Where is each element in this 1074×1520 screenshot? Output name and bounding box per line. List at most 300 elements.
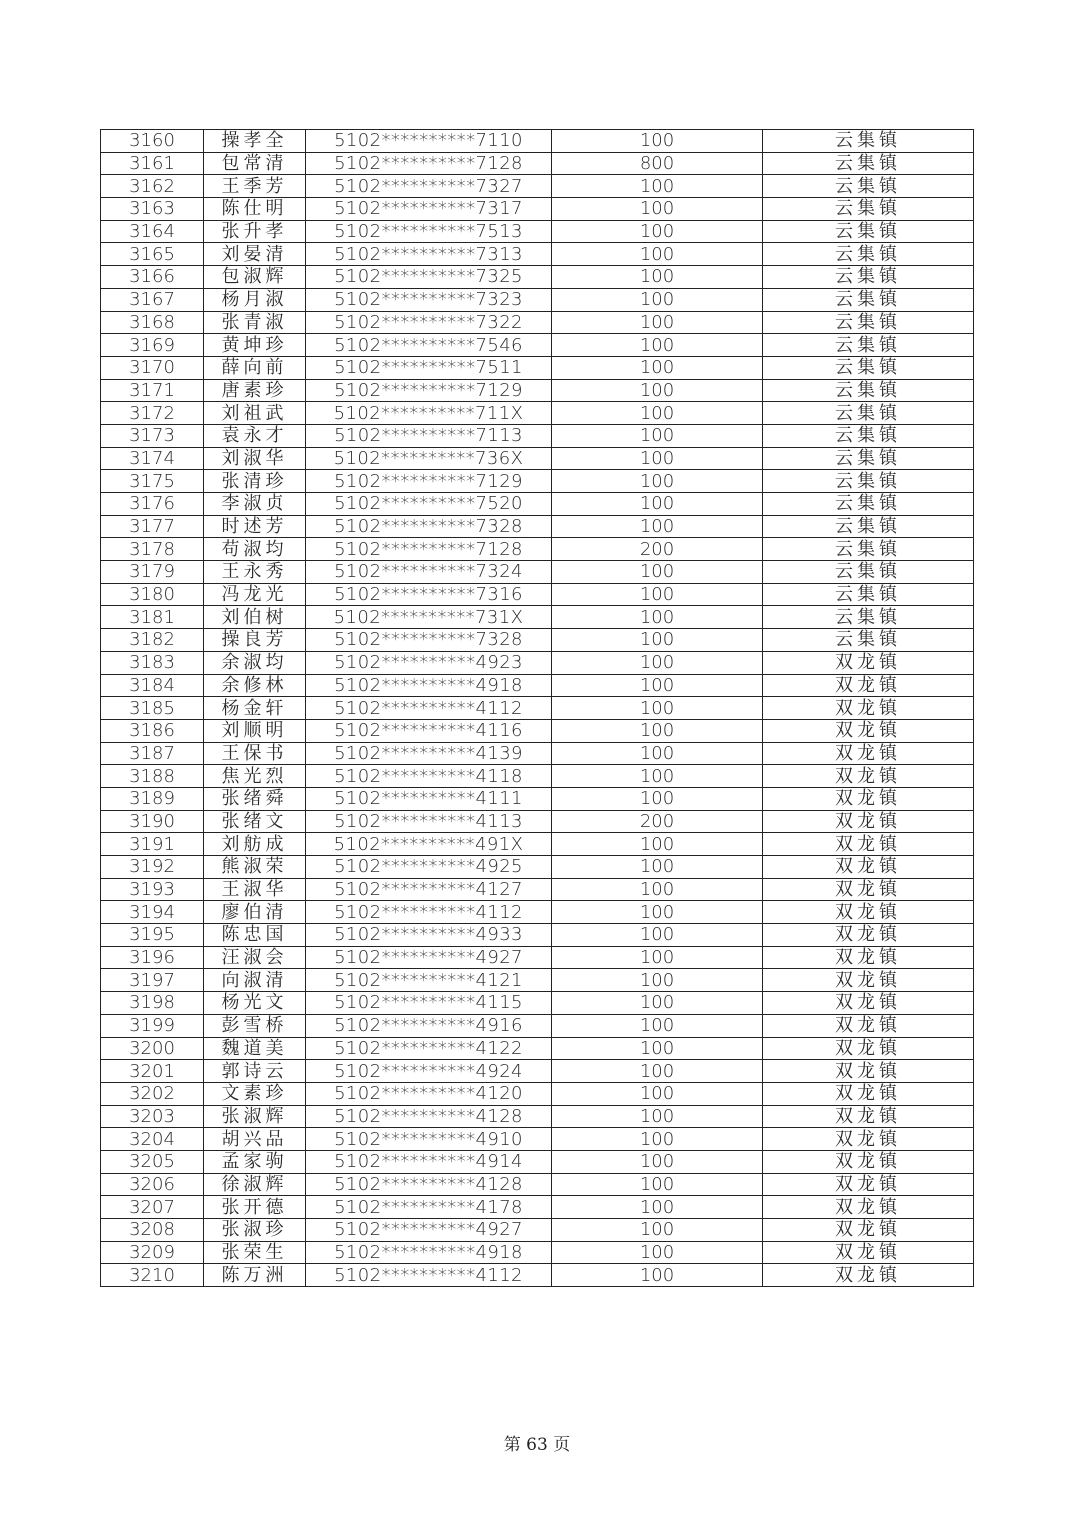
cell-amount: 200 (552, 810, 763, 833)
cell-name: 陈仕明 (204, 198, 306, 221)
table-row (101, 1037, 974, 1060)
cell-id-number: 5102**********4933 (306, 924, 552, 947)
cell-amount: 800 (552, 152, 763, 175)
cell-town: 双龙镇 (763, 719, 974, 742)
table-row (101, 243, 974, 266)
cell-name: 黄坤珍 (204, 334, 306, 357)
cell-town: 双龙镇 (763, 697, 974, 720)
table-row (101, 765, 974, 788)
table-row (101, 833, 974, 856)
cell-town: 云集镇 (763, 198, 974, 221)
cell-id-number: 5102**********7511 (306, 356, 552, 379)
table-row (101, 787, 974, 810)
cell-amount: 100 (552, 787, 763, 810)
cell-town: 双龙镇 (763, 969, 974, 992)
cell-amount: 100 (552, 924, 763, 947)
cell-amount: 100 (552, 992, 763, 1015)
cell-town: 双龙镇 (763, 946, 974, 969)
cell-town: 云集镇 (763, 515, 974, 538)
cell-name: 陈万洲 (204, 1264, 306, 1287)
cell-amount: 100 (552, 266, 763, 289)
cell-id-number: 5102**********7129 (306, 379, 552, 402)
cell-town: 云集镇 (763, 538, 974, 561)
cell-name: 张升孝 (204, 220, 306, 243)
table-row (101, 719, 974, 742)
cell-serial-number: 3189 (101, 787, 204, 810)
cell-amount: 100 (552, 946, 763, 969)
cell-town: 云集镇 (763, 583, 974, 606)
cell-name: 冯龙光 (204, 583, 306, 606)
cell-id-number: 5102**********731X (306, 606, 552, 629)
cell-name: 魏道美 (204, 1037, 306, 1060)
cell-name: 张青淑 (204, 311, 306, 334)
cell-town: 双龙镇 (763, 1264, 974, 1287)
cell-serial-number: 3173 (101, 424, 204, 447)
cell-amount: 100 (552, 583, 763, 606)
cell-name: 李淑贞 (204, 493, 306, 516)
table-row (101, 1241, 974, 1264)
cell-id-number: 5102**********4128 (306, 1173, 552, 1196)
cell-id-number: 5102**********7546 (306, 334, 552, 357)
cell-amount: 100 (552, 447, 763, 470)
cell-amount: 200 (552, 538, 763, 561)
cell-id-number: 5102**********491X (306, 833, 552, 856)
cell-id-number: 5102**********4925 (306, 856, 552, 879)
cell-town: 双龙镇 (763, 856, 974, 879)
cell-amount: 100 (552, 424, 763, 447)
cell-id-number: 5102**********7513 (306, 220, 552, 243)
cell-name: 廖伯清 (204, 901, 306, 924)
table-row (101, 1128, 974, 1151)
cell-amount: 100 (552, 1037, 763, 1060)
table-row (101, 356, 974, 379)
cell-amount: 100 (552, 1219, 763, 1242)
table-row (101, 901, 974, 924)
cell-serial-number: 3174 (101, 447, 204, 470)
table-row (101, 424, 974, 447)
cell-amount: 100 (552, 697, 763, 720)
cell-name: 包淑辉 (204, 266, 306, 289)
table-row (101, 379, 974, 402)
cell-name: 刘晏清 (204, 243, 306, 266)
cell-name: 包常清 (204, 152, 306, 175)
cell-id-number: 5102**********4118 (306, 765, 552, 788)
cell-serial-number: 3165 (101, 243, 204, 266)
cell-id-number: 5102**********7129 (306, 470, 552, 493)
table-row (101, 175, 974, 198)
cell-town: 云集镇 (763, 379, 974, 402)
cell-serial-number: 3200 (101, 1037, 204, 1060)
cell-amount: 100 (552, 1014, 763, 1037)
cell-serial-number: 3161 (101, 152, 204, 175)
cell-amount: 100 (552, 130, 763, 153)
cell-amount: 100 (552, 220, 763, 243)
table-row (101, 470, 974, 493)
cell-serial-number: 3171 (101, 379, 204, 402)
cell-serial-number: 3170 (101, 356, 204, 379)
cell-name: 张荣生 (204, 1241, 306, 1264)
table-row (101, 924, 974, 947)
cell-town: 双龙镇 (763, 765, 974, 788)
cell-id-number: 5102**********4116 (306, 719, 552, 742)
cell-serial-number: 3183 (101, 651, 204, 674)
cell-town: 云集镇 (763, 266, 974, 289)
cell-name: 胡兴品 (204, 1128, 306, 1151)
cell-serial-number: 3202 (101, 1082, 204, 1105)
table-row (101, 969, 974, 992)
cell-amount: 100 (552, 1060, 763, 1083)
cell-name: 王淑华 (204, 878, 306, 901)
table-row (101, 651, 974, 674)
cell-amount: 100 (552, 402, 763, 425)
cell-serial-number: 3199 (101, 1014, 204, 1037)
cell-town: 双龙镇 (763, 742, 974, 765)
table-row (101, 198, 974, 221)
cell-serial-number: 3192 (101, 856, 204, 879)
table-row (101, 674, 974, 697)
cell-name: 张淑珍 (204, 1219, 306, 1242)
cell-amount: 100 (552, 311, 763, 334)
cell-name: 陈忠国 (204, 924, 306, 947)
cell-name: 张清珍 (204, 470, 306, 493)
cell-id-number: 5102**********4916 (306, 1014, 552, 1037)
table-row (101, 561, 974, 584)
cell-id-number: 5102**********4927 (306, 946, 552, 969)
cell-serial-number: 3190 (101, 810, 204, 833)
table-row (101, 1219, 974, 1242)
cell-town: 云集镇 (763, 447, 974, 470)
cell-serial-number: 3208 (101, 1219, 204, 1242)
cell-serial-number: 3193 (101, 878, 204, 901)
cell-town: 双龙镇 (763, 1196, 974, 1219)
cell-town: 云集镇 (763, 288, 974, 311)
cell-amount: 100 (552, 334, 763, 357)
cell-town: 云集镇 (763, 334, 974, 357)
cell-amount: 100 (552, 1264, 763, 1287)
cell-id-number: 5102**********4127 (306, 878, 552, 901)
cell-amount: 100 (552, 833, 763, 856)
cell-town: 云集镇 (763, 152, 974, 175)
cell-amount: 100 (552, 1082, 763, 1105)
cell-amount: 100 (552, 1173, 763, 1196)
cell-serial-number: 3187 (101, 742, 204, 765)
cell-serial-number: 3182 (101, 629, 204, 652)
cell-id-number: 5102**********4112 (306, 1264, 552, 1287)
table-row (101, 856, 974, 879)
cell-name: 时述芳 (204, 515, 306, 538)
cell-serial-number: 3205 (101, 1150, 204, 1173)
cell-name: 郭诗云 (204, 1060, 306, 1083)
cell-town: 双龙镇 (763, 1105, 974, 1128)
cell-name: 刘顺明 (204, 719, 306, 742)
cell-name: 余淑均 (204, 651, 306, 674)
cell-amount: 100 (552, 969, 763, 992)
cell-amount: 100 (552, 356, 763, 379)
table-row (101, 447, 974, 470)
cell-serial-number: 3167 (101, 288, 204, 311)
cell-name: 熊淑荣 (204, 856, 306, 879)
cell-amount: 100 (552, 515, 763, 538)
cell-id-number: 5102**********4918 (306, 674, 552, 697)
table-row (101, 152, 974, 175)
table-row (101, 266, 974, 289)
cell-name: 操良芳 (204, 629, 306, 652)
cell-town: 双龙镇 (763, 901, 974, 924)
cell-amount: 100 (552, 742, 763, 765)
cell-id-number: 5102**********4113 (306, 810, 552, 833)
cell-id-number: 5102**********7313 (306, 243, 552, 266)
cell-serial-number: 3164 (101, 220, 204, 243)
cell-amount: 100 (552, 765, 763, 788)
cell-id-number: 5102**********7113 (306, 424, 552, 447)
table-row (101, 946, 974, 969)
cell-town: 双龙镇 (763, 651, 974, 674)
cell-name: 焦光烈 (204, 765, 306, 788)
table-row (101, 1196, 974, 1219)
cell-id-number: 5102**********7328 (306, 629, 552, 652)
cell-name: 孟家驹 (204, 1150, 306, 1173)
table-row (101, 220, 974, 243)
table-row (101, 1014, 974, 1037)
cell-serial-number: 3179 (101, 561, 204, 584)
cell-id-number: 5102**********4910 (306, 1128, 552, 1151)
table-row (101, 1173, 974, 1196)
cell-town: 双龙镇 (763, 833, 974, 856)
cell-town: 云集镇 (763, 356, 974, 379)
roster-table-body (101, 130, 974, 1287)
cell-name: 苟淑均 (204, 538, 306, 561)
cell-name: 张开德 (204, 1196, 306, 1219)
cell-town: 云集镇 (763, 402, 974, 425)
cell-amount: 100 (552, 719, 763, 742)
cell-serial-number: 3201 (101, 1060, 204, 1083)
table-row (101, 697, 974, 720)
cell-town: 双龙镇 (763, 924, 974, 947)
cell-town: 双龙镇 (763, 674, 974, 697)
cell-serial-number: 3178 (101, 538, 204, 561)
cell-town: 云集镇 (763, 424, 974, 447)
cell-amount: 100 (552, 1150, 763, 1173)
cell-name: 刘舫成 (204, 833, 306, 856)
cell-town: 双龙镇 (763, 810, 974, 833)
cell-amount: 100 (552, 470, 763, 493)
cell-id-number: 5102**********4112 (306, 901, 552, 924)
cell-amount: 100 (552, 1128, 763, 1151)
cell-amount: 100 (552, 288, 763, 311)
cell-id-number: 5102**********4918 (306, 1241, 552, 1264)
cell-town: 双龙镇 (763, 992, 974, 1015)
table-row (101, 810, 974, 833)
cell-serial-number: 3162 (101, 175, 204, 198)
cell-serial-number: 3163 (101, 198, 204, 221)
cell-id-number: 5102**********4914 (306, 1150, 552, 1173)
cell-name: 文素珍 (204, 1082, 306, 1105)
cell-serial-number: 3188 (101, 765, 204, 788)
cell-amount: 100 (552, 856, 763, 879)
cell-id-number: 5102**********711X (306, 402, 552, 425)
cell-serial-number: 3197 (101, 969, 204, 992)
table-row (101, 1105, 974, 1128)
cell-town: 云集镇 (763, 493, 974, 516)
cell-id-number: 5102**********4178 (306, 1196, 552, 1219)
cell-amount: 100 (552, 606, 763, 629)
cell-id-number: 5102**********4111 (306, 787, 552, 810)
cell-serial-number: 3180 (101, 583, 204, 606)
cell-id-number: 5102**********4122 (306, 1037, 552, 1060)
cell-serial-number: 3194 (101, 901, 204, 924)
table-row (101, 992, 974, 1015)
cell-id-number: 5102**********7328 (306, 515, 552, 538)
cell-name: 王保书 (204, 742, 306, 765)
cell-serial-number: 3196 (101, 946, 204, 969)
table-row (101, 1082, 974, 1105)
table-row (101, 583, 974, 606)
cell-serial-number: 3204 (101, 1128, 204, 1151)
cell-name: 袁永才 (204, 424, 306, 447)
cell-id-number: 5102**********4139 (306, 742, 552, 765)
cell-id-number: 5102**********7316 (306, 583, 552, 606)
cell-name: 杨光文 (204, 992, 306, 1015)
cell-serial-number: 3175 (101, 470, 204, 493)
cell-name: 王季芳 (204, 175, 306, 198)
cell-id-number: 5102**********4115 (306, 992, 552, 1015)
cell-amount: 100 (552, 1105, 763, 1128)
cell-amount: 100 (552, 561, 763, 584)
cell-name: 张淑辉 (204, 1105, 306, 1128)
cell-town: 云集镇 (763, 606, 974, 629)
cell-id-number: 5102**********7520 (306, 493, 552, 516)
cell-id-number: 5102**********7128 (306, 152, 552, 175)
table-row (101, 334, 974, 357)
cell-town: 双龙镇 (763, 1082, 974, 1105)
cell-serial-number: 3166 (101, 266, 204, 289)
cell-town: 云集镇 (763, 470, 974, 493)
cell-serial-number: 3203 (101, 1105, 204, 1128)
cell-id-number: 5102**********4924 (306, 1060, 552, 1083)
cell-id-number: 5102**********4120 (306, 1082, 552, 1105)
cell-name: 杨金轩 (204, 697, 306, 720)
table-row (101, 130, 974, 153)
cell-id-number: 5102**********4121 (306, 969, 552, 992)
cell-id-number: 5102**********7322 (306, 311, 552, 334)
page-number: 第 63 页 (503, 1435, 571, 1455)
cell-id-number: 5102**********7327 (306, 175, 552, 198)
cell-town: 云集镇 (763, 130, 974, 153)
cell-id-number: 5102**********7317 (306, 198, 552, 221)
table-row (101, 606, 974, 629)
cell-serial-number: 3191 (101, 833, 204, 856)
table-row (101, 629, 974, 652)
cell-serial-number: 3198 (101, 992, 204, 1015)
table-row (101, 1264, 974, 1287)
cell-name: 刘淑华 (204, 447, 306, 470)
cell-amount: 100 (552, 243, 763, 266)
cell-name: 刘伯树 (204, 606, 306, 629)
cell-town: 云集镇 (763, 220, 974, 243)
cell-serial-number: 3168 (101, 311, 204, 334)
cell-id-number: 5102**********7323 (306, 288, 552, 311)
cell-amount: 100 (552, 651, 763, 674)
table-row (101, 311, 974, 334)
cell-serial-number: 3206 (101, 1173, 204, 1196)
cell-id-number: 5102**********4923 (306, 651, 552, 674)
cell-serial-number: 3181 (101, 606, 204, 629)
cell-town: 云集镇 (763, 561, 974, 584)
cell-town: 双龙镇 (763, 1150, 974, 1173)
cell-town: 云集镇 (763, 311, 974, 334)
cell-amount: 100 (552, 493, 763, 516)
cell-id-number: 5102**********7110 (306, 130, 552, 153)
cell-serial-number: 3207 (101, 1196, 204, 1219)
cell-amount: 100 (552, 1196, 763, 1219)
cell-town: 双龙镇 (763, 1219, 974, 1242)
cell-serial-number: 3185 (101, 697, 204, 720)
cell-amount: 100 (552, 901, 763, 924)
cell-town: 云集镇 (763, 175, 974, 198)
cell-serial-number: 3210 (101, 1264, 204, 1287)
cell-name: 王永秀 (204, 561, 306, 584)
cell-town: 云集镇 (763, 243, 974, 266)
cell-name: 张绪文 (204, 810, 306, 833)
cell-name: 徐淑辉 (204, 1173, 306, 1196)
cell-name: 张绪舜 (204, 787, 306, 810)
cell-id-number: 5102**********4927 (306, 1219, 552, 1242)
cell-town: 双龙镇 (763, 1173, 974, 1196)
cell-amount: 100 (552, 1241, 763, 1264)
table-row (101, 288, 974, 311)
table-row (101, 1060, 974, 1083)
cell-id-number: 5102**********7128 (306, 538, 552, 561)
table-row (101, 515, 974, 538)
cell-id-number: 5102**********7324 (306, 561, 552, 584)
cell-town: 双龙镇 (763, 1241, 974, 1264)
cell-serial-number: 3177 (101, 515, 204, 538)
cell-amount: 100 (552, 629, 763, 652)
cell-name: 薛向前 (204, 356, 306, 379)
cell-serial-number: 3160 (101, 130, 204, 153)
cell-town: 双龙镇 (763, 1060, 974, 1083)
table-row (101, 402, 974, 425)
cell-id-number: 5102**********4128 (306, 1105, 552, 1128)
cell-serial-number: 3176 (101, 493, 204, 516)
cell-name: 向淑清 (204, 969, 306, 992)
cell-name: 唐素珍 (204, 379, 306, 402)
cell-serial-number: 3186 (101, 719, 204, 742)
cell-serial-number: 3209 (101, 1241, 204, 1264)
cell-amount: 100 (552, 379, 763, 402)
cell-name: 汪淑会 (204, 946, 306, 969)
cell-serial-number: 3184 (101, 674, 204, 697)
table-row (101, 493, 974, 516)
table-row (101, 878, 974, 901)
cell-town: 双龙镇 (763, 1037, 974, 1060)
cell-id-number: 5102**********736X (306, 447, 552, 470)
cell-amount: 100 (552, 198, 763, 221)
cell-serial-number: 3172 (101, 402, 204, 425)
cell-town: 双龙镇 (763, 1014, 974, 1037)
cell-serial-number: 3195 (101, 924, 204, 947)
cell-amount: 100 (552, 175, 763, 198)
cell-id-number: 5102**********4112 (306, 697, 552, 720)
table-row (101, 1150, 974, 1173)
cell-amount: 100 (552, 878, 763, 901)
cell-town: 双龙镇 (763, 1128, 974, 1151)
cell-name: 彭雪桥 (204, 1014, 306, 1037)
cell-name: 余修林 (204, 674, 306, 697)
cell-name: 杨月淑 (204, 288, 306, 311)
cell-name: 刘祖武 (204, 402, 306, 425)
cell-town: 云集镇 (763, 629, 974, 652)
